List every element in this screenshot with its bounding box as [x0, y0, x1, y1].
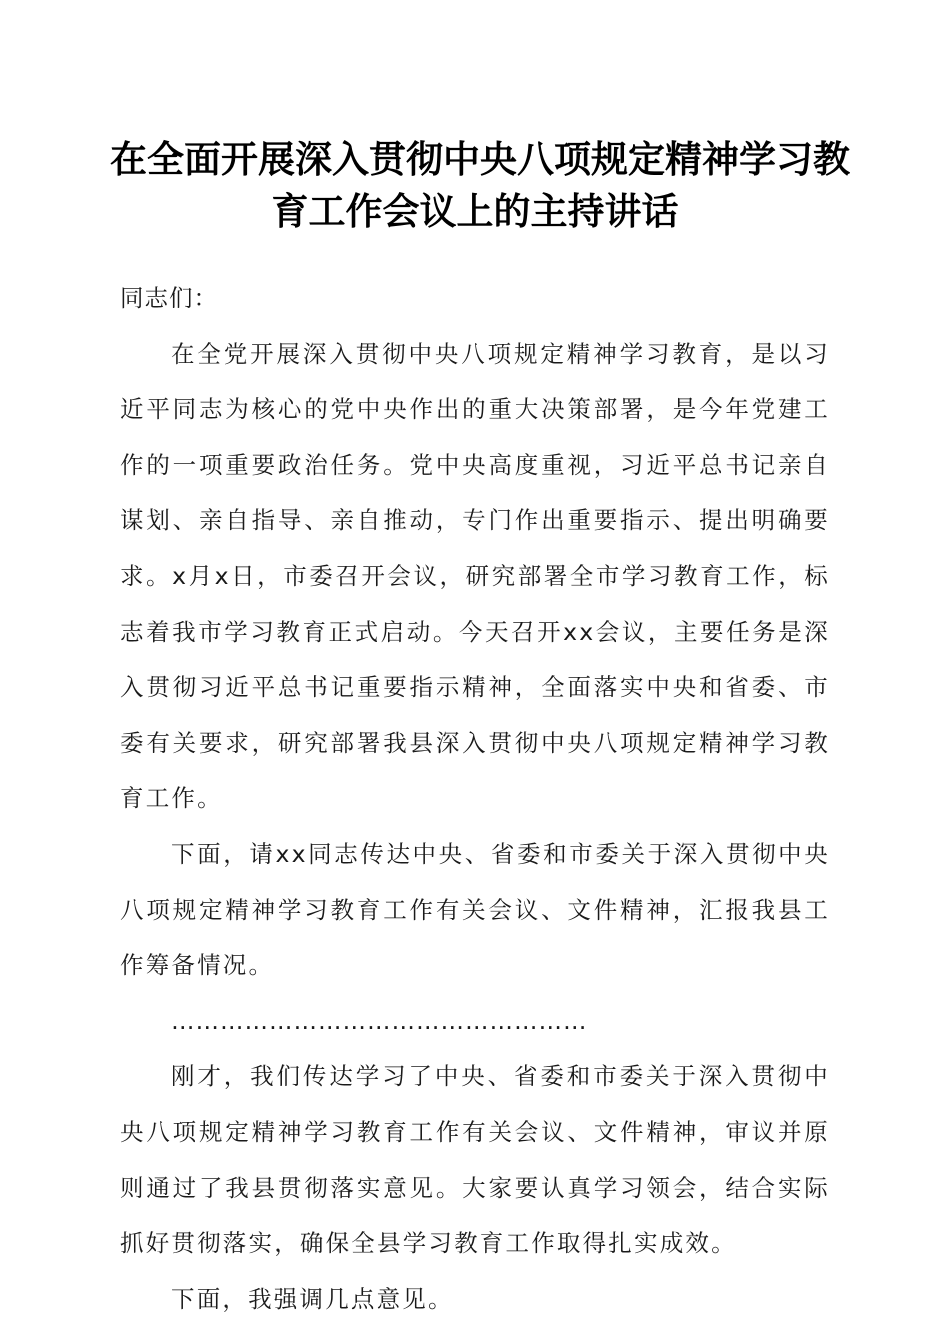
- document-title: [110, 133, 850, 237]
- paragraph-2: 下面，请xx同志传达中央、省委和市委关于深入贯彻中央八项规定精神学习教育工作有关会议、文件精神，汇报我县工作筹备情况。: [120, 839, 830, 980]
- paragraph-1: 在全党开展深入贯彻中央八项规定精神学习教育，是以习近平同志为核心的党中央作出的重大决策部署，是今年党建工作的一项重要政治任务。党中央高度重视，习近平总书记亲自谋划、亲自指导、亲自推动，专门作出重要指示、提出明确要求。x月x日，市委召开会议，研究部署全市学习教育工作，标志着我市学习教育正式启动。今天召开xx会议，主要任务是深入贯彻习近平总书记重要指示精神，全面落实中央和省委、市委有关要求，研究部署我县深入贯彻中央八项规定精神学习教育工作。: [120, 339, 830, 813]
- paragraph-4: 下面，我强调几点意见。: [171, 1284, 454, 1313]
- document-body: [120, 271, 830, 1327]
- title-line-1: 在全面开展深入贯彻中央八项规定精神学习教: [110, 137, 850, 181]
- paragraph-3: 刚才，我们传达学习了中央、省委和市委关于深入贯彻中央八项规定精神学习教育工作有关会议、文件精神，审议并原则通过了我县贯彻落实意见。大家要认真学习领会，结合实际抓好贯彻落实，确保全县学习教育工作取得扎实成效。: [120, 1062, 830, 1258]
- title-line-2: 育工作会议上的主持讲话: [271, 189, 679, 233]
- salutation: 同志们：: [120, 284, 218, 312]
- ellipsis-separator: ……………………………………………: [171, 1006, 588, 1035]
